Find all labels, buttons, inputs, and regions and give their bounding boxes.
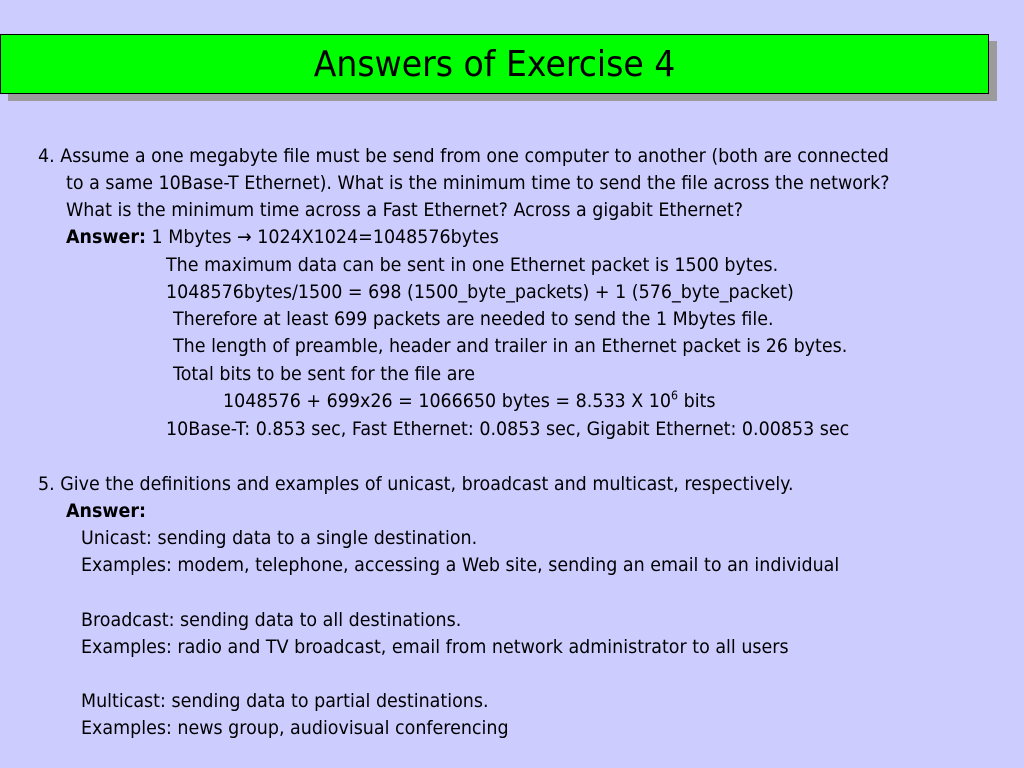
q4-answer-step-2: 1048576bytes/1500 = 698 (1500_byte_packets) + 1 (576_byte_packet) (166, 281, 794, 303)
q4-line-3: What is the minimum time across a Fast Ethernet? Across a gigabit Ethernet? (66, 199, 743, 221)
q4-answer-step-3: Therefore at least 699 packets are needed to send the 1 Mbytes file. (173, 308, 774, 330)
q5-answer-label: Answer: (66, 500, 146, 522)
q5-unicast-definition: Unicast: sending data to a single destination. (81, 527, 478, 549)
q4-answer-step-7: 10Base-T: 0.853 sec, Fast Ethernet: 0.0853 sec, Gigabit Ethernet: 0.00853 sec (166, 418, 850, 440)
q4-answer-label: Answer: (66, 226, 146, 248)
q4-answer-text: 1 Mbytes → 1024X1024=1048576bytes (145, 226, 499, 248)
q5-broadcast-examples: Examples: radio and TV broadcast, email from network administrator to all users (81, 636, 789, 658)
q4-answer-step-4: The length of preamble, header and trailer in an Ethernet packet is 26 bytes. (173, 335, 848, 357)
q4-answer-step-5: Total bits to be sent for the file are (173, 363, 476, 385)
slide-title: Answers of Exercise 4 (313, 43, 676, 85)
q4-total-bits-unit: bits (678, 390, 716, 412)
q4-total-bits-exponent: 6 (671, 388, 679, 403)
title-banner (0, 34, 989, 94)
q4-total-bits-main: 1048576 + 699x26 = 1066650 bytes = 8.533 X 10 (223, 390, 672, 412)
q4-answer-line (66, 224, 499, 251)
q5-unicast-examples: Examples: modem, telephone, accessing a Web site, sending an email to an individual (81, 554, 840, 576)
q4-answer-step-1: The maximum data can be sent in one Ethernet packet is 1500 bytes. (166, 254, 779, 276)
q4-line-1: 4. Assume a one megabyte file must be send from one computer to another (both are connected (38, 145, 889, 167)
q5-line-1: 5. Give the definitions and examples of unicast, broadcast and multicast, respectively. (38, 473, 794, 495)
q5-multicast-examples: Examples: news group, audiovisual conferencing (81, 717, 509, 739)
q5-broadcast-definition: Broadcast: sending data to all destinations. (81, 609, 462, 631)
q4-answer-step-6 (223, 388, 716, 415)
q5-multicast-definition: Multicast: sending data to partial destinations. (81, 690, 489, 712)
q4-line-2: to a same 10Base-T Ethernet). What is the minimum time to send the file across the network? (66, 172, 890, 194)
